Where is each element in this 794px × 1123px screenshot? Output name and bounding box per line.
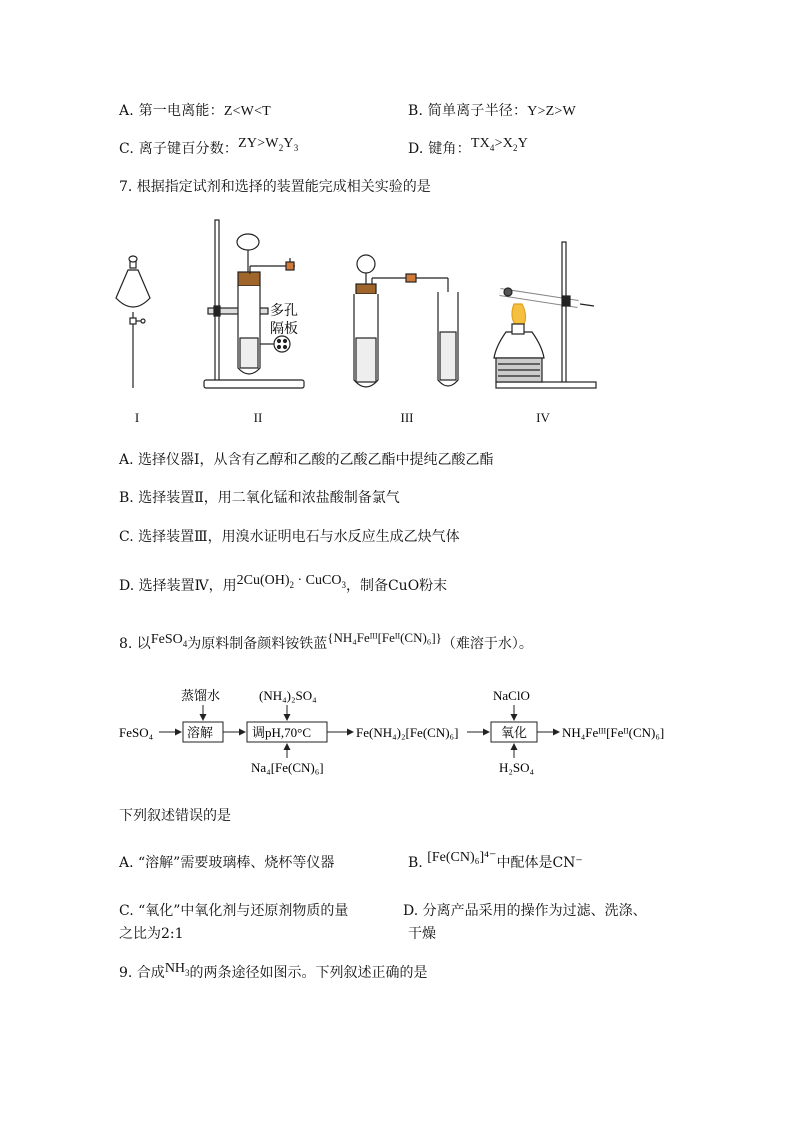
product-formula: NH₄Feᴵᴵᴵ[Feᴵᴵ(CN)₆] (333, 630, 436, 645)
q8-stem-post: （难溶于水）。 (441, 636, 533, 652)
porous-plate-label-1: 多孔 (270, 304, 298, 319)
q9-stem-formula (165, 961, 190, 976)
q6-option-b-value: Y>Z>W (527, 104, 576, 119)
q8-option-b-post: 中配体是CN⁻ (496, 855, 583, 871)
d-formula-sub: 2 (289, 579, 295, 590)
q8-option-b (408, 852, 583, 872)
c-formula-part: ZY>W (238, 136, 279, 151)
q6-option-c (119, 138, 298, 159)
q8-option-d-line1: D. 分离产品采用的操作为过滤、洗涤、 (403, 903, 647, 919)
d-formula-part: 2Cu(OH) (236, 573, 290, 588)
q6-option-c-label: C. 离子键百分数： (119, 141, 239, 157)
d-formula-sub: 3 (341, 579, 346, 590)
q9-stem (119, 962, 428, 983)
reagent-sub: 4 (182, 638, 188, 649)
apparatus-figure (110, 212, 610, 412)
apparatus-label-i: I (134, 410, 140, 425)
q8-question: 下列叙述错误的是 (119, 808, 231, 824)
separatory-funnel-icon (116, 256, 150, 388)
apparatus-label-ii: II (253, 410, 263, 425)
d-formula-part: · CuCO (294, 573, 342, 588)
q7-option-d (119, 575, 447, 596)
q8-stem (119, 630, 533, 654)
q8-stem-mid: 为原料制备颜料铵铁蓝 (187, 636, 328, 652)
q8-option-d-line2: 干燥 (408, 926, 436, 942)
q6-option-b (408, 100, 576, 120)
flow-step2-label: 调pH,70°C (252, 725, 312, 740)
q7-option-d-pre: D. 选择装置Ⅳ，用 (119, 578, 237, 594)
flow-step2-top: (NH₄)₂SO₄ (259, 688, 317, 703)
q6-option-a (119, 100, 271, 120)
reagent-part: FeSO (150, 632, 183, 647)
q8-option-c-line1: C. “氧化”中氧化剂与还原剂物质的量 (119, 903, 349, 919)
q8-stem-product: {NH₄Feᴵᴵᴵ[Feᴵᴵ(CN)₆]} (327, 630, 442, 645)
flow-step3-top: NaClO (493, 688, 530, 703)
q8-stem-reagent (151, 632, 187, 647)
d-formula-sub: 2 (513, 142, 518, 153)
c-formula-sub: 3 (293, 142, 299, 153)
q9-stem-post: 的两条途径如图示。下列叙述正确的是 (189, 965, 428, 981)
q7-option-c: C. 选择装置Ⅲ，用溴水证明电石与水反应生成乙炔气体 (119, 529, 460, 545)
flow-intermediate: Fe(NH₄)₂[Fe(CN)₆] (356, 725, 459, 740)
q6-option-a-label: A. 第一电离能： (119, 103, 224, 119)
q8-stem-pre: 8. 以 (119, 636, 151, 652)
apparatus-label-iv: IV (536, 410, 550, 425)
q7-stem: 7. 根据指定试剂和选择的装置能完成相关实验的是 (119, 179, 431, 195)
q6-option-d-formula (471, 136, 528, 151)
d-formula-part: TX (470, 136, 490, 151)
porous-plate-label-2: 隔板 (270, 322, 298, 337)
q7-option-b: B. 选择装置Ⅱ，用二氧化锰和浓盐酸制备氯气 (119, 490, 400, 506)
flow-step3-bottom: H₂SO₄ (499, 760, 535, 775)
formula-part: NH (164, 961, 186, 976)
d-formula-sub: 4 (489, 142, 495, 153)
q7-option-a: A. 选择仪器Ⅰ，从含有乙醇和乙酸的乙酸乙酯中提纯乙酸乙酯 (119, 452, 494, 468)
c-formula-part: Y (283, 136, 294, 151)
flow-start: FeSO₄ (119, 725, 154, 740)
apparatus-label-iii: III (400, 410, 414, 425)
flow-step1-top: 蒸馏水 (181, 688, 221, 703)
q8-option-b-pre: B. (408, 855, 428, 871)
q8-option-b-formula: [Fe(CN)₆]⁴⁻ (427, 850, 497, 865)
heating-tube-setup-icon (494, 242, 596, 388)
q8-option-c-line2: 之比为2:1 (119, 926, 184, 942)
q9-stem-pre: 9. 合成 (119, 965, 165, 981)
d-formula-part: >X (494, 136, 513, 151)
q6-option-b-label: B. 简单离子半径： (408, 103, 528, 119)
flow-step2-bottom: Na₄[Fe(CN)₆] (251, 760, 324, 775)
d-formula-part: Y (517, 136, 529, 151)
flow-end: NH₄Feᴵᴵᴵ[Feᴵᴵ(CN)₆] (562, 725, 665, 740)
process-flow-diagram (115, 680, 695, 780)
q7-option-d-post: ，制备CuO粉末 (345, 578, 448, 594)
c-formula-sub: 2 (278, 142, 284, 153)
q8-option-a: A. “溶解”需要玻璃棒、烧杯等仪器 (119, 855, 335, 871)
formula-sub: 3 (185, 967, 190, 978)
q6-option-a-value: Z<W<T (223, 104, 271, 119)
flow-step3-label: 氧化 (501, 725, 528, 740)
test-tube-setup-icon (354, 255, 458, 387)
q6-option-d-label: D. 键角： (408, 141, 471, 157)
q7-option-d-formula (237, 573, 346, 588)
q6-option-d (408, 138, 528, 159)
flow-step1-label: 溶解 (187, 725, 214, 740)
q6-option-c-formula (238, 136, 298, 151)
